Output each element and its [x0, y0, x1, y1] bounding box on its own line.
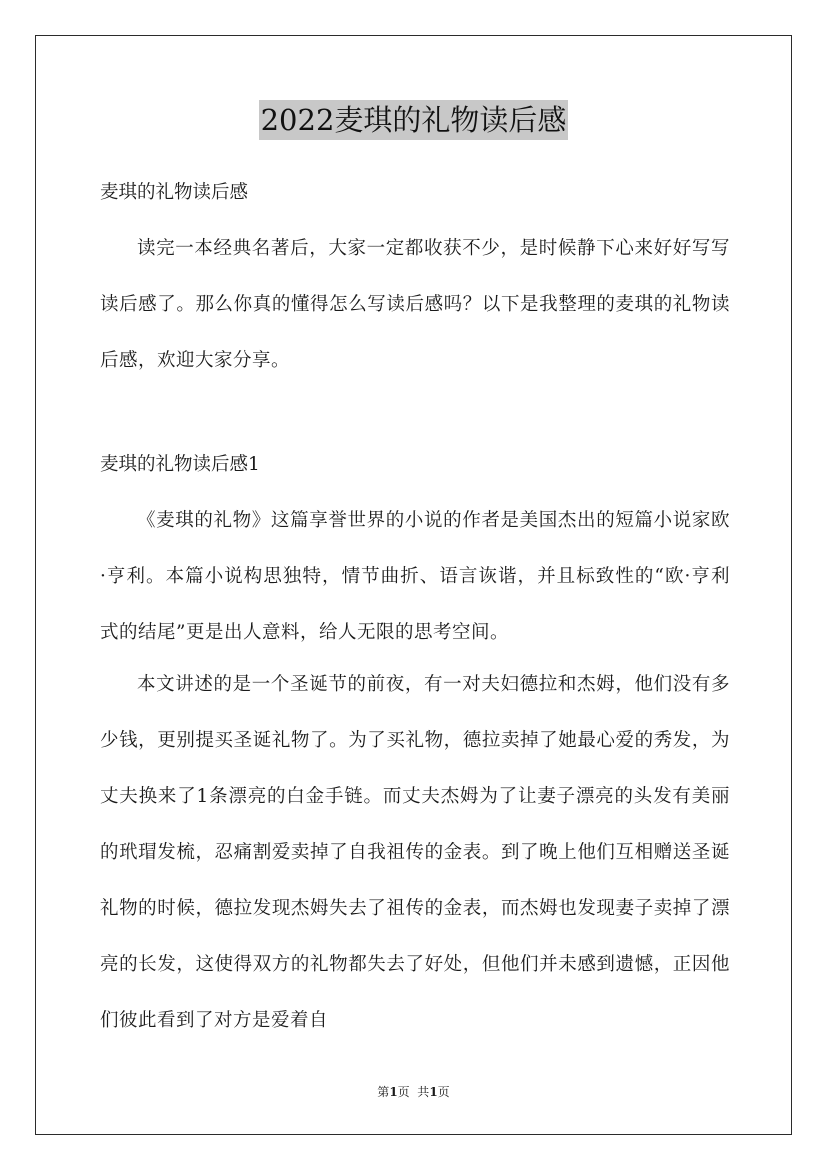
page-footer: [0, 1083, 827, 1101]
title-container: [0, 100, 827, 140]
footer-page-prefix: 第: [377, 1085, 390, 1099]
section-heading-1: 麦琪的礼物读后感1: [100, 454, 260, 475]
intro-paragraph: 读完一本经典名著后，大家一定都收获不少，是时候静下心来好好写写读后感了。那么你真的懂得怎么写读后感吗？以下是我整理的麦琪的礼物读后感，欢迎大家分享。: [100, 238, 730, 371]
document-title: 2022麦琪的礼物读后感: [259, 100, 569, 140]
footer-page-mid: 页 共: [397, 1085, 430, 1099]
section-1-paragraph-2: 本文讲述的是一个圣诞节的前夜，有一对夫妇德拉和杰姆，他们没有多少钱，更别提买圣诞礼物了。为了买礼物，德拉卖掉了她最心爱的秀发，为丈夫换来了1条漂亮的白金手链。而丈夫杰姆为了让妻子漂亮的头发有美丽的玳瑁发梳，忍痛割爱卖掉了自我祖传的金表。到了晚上他们互相赠送圣诞礼物的时候，德拉发现杰姆失去了祖传的金表，而杰姆也发现妻子卖掉了漂亮的长发，这使得双方的礼物都失去了好处，但他们并未感到遗憾，正因他们彼此看到了对方是爱着自: [100, 674, 730, 1031]
footer-page-current: 1: [389, 1085, 398, 1099]
footer-page-total: 1: [429, 1085, 438, 1099]
footer-page-suffix: 页: [437, 1085, 450, 1099]
section-1-paragraph-1: 《麦琪的礼物》这篇享誉世界的小说的作者是美国杰出的短篇小说家欧·亨利。本篇小说构思独特，情节曲折、语言诙谐，并且标致性的“欧·亨利式的结尾”更是出人意料，给人无限的思考空间。: [100, 510, 730, 643]
document-subtitle: 麦琪的礼物读后感: [100, 182, 249, 203]
